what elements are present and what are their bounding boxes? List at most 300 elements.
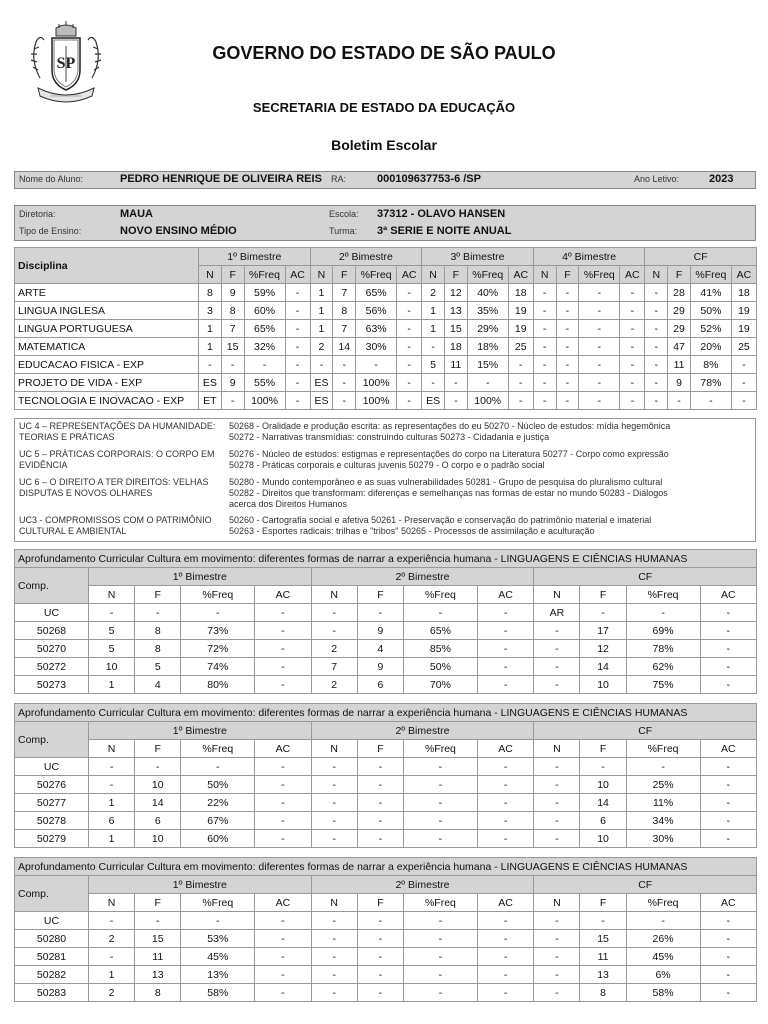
uc-description-line: 50280 - Mundo contemporâneo e as suas vulnerabilidades 50281 - Grupo de pesquisa do pluralismo cultural — [229, 477, 663, 487]
comp-code: 50278 — [15, 812, 89, 830]
grade-cell: - — [181, 758, 255, 776]
grade-cell: 1 — [89, 676, 135, 694]
subcol-header: AC — [397, 266, 422, 284]
aprofundamento-row — [15, 812, 757, 830]
grade-cell: - — [221, 392, 244, 410]
subcol-header: %Freq — [181, 740, 255, 758]
grade-cell: - — [620, 356, 645, 374]
grade-cell: ES — [422, 392, 445, 410]
subcol-header: AC — [477, 586, 533, 604]
grade-cell: - — [357, 794, 403, 812]
grade-cell: - — [556, 392, 579, 410]
grade-cell: - — [357, 604, 403, 622]
grade-cell: 6 — [89, 812, 135, 830]
grade-cell: - — [580, 912, 626, 930]
grade-row — [15, 302, 757, 320]
subcol-header: %Freq — [690, 266, 731, 284]
grade-row — [15, 356, 757, 374]
grade-cell: - — [556, 338, 579, 356]
grade-cell: 10 — [580, 676, 626, 694]
grade-cell: - — [620, 392, 645, 410]
comp-code: 50272 — [15, 658, 89, 676]
government-title: GOVERNO DO ESTADO DE SÃO PAULO — [212, 43, 556, 63]
grade-cell: - — [533, 320, 556, 338]
grade-cell: 7 — [221, 320, 244, 338]
grade-cell: - — [700, 604, 757, 622]
grade-cell: - — [422, 338, 445, 356]
grade-cell: 67% — [181, 812, 255, 830]
grade-cell: 1 — [89, 794, 135, 812]
grade-cell: - — [255, 930, 311, 948]
subcol-header: F — [580, 586, 626, 604]
grade-cell: - — [533, 374, 556, 392]
grade-cell: 5 — [422, 356, 445, 374]
grade-cell: 47 — [668, 338, 691, 356]
grade-cell: - — [477, 604, 533, 622]
grade-cell: ES — [199, 374, 222, 392]
grade-cell: 32% — [244, 338, 285, 356]
grade-cell: - — [579, 374, 620, 392]
grade-cell: 1 — [310, 284, 333, 302]
grade-cell: - — [477, 640, 533, 658]
grade-cell: 50% — [181, 776, 255, 794]
uc-description-line: 50276 - Núcleo de estudos: estigmas e representações do corpo na Literatura 50277 - Corpo como expressão — [229, 449, 669, 459]
grade-cell: 19 — [731, 302, 756, 320]
sao-paulo-coat-of-arms — [26, 20, 106, 110]
grade-cell: - — [255, 676, 311, 694]
grade-cell: - — [244, 356, 285, 374]
grade-cell: 13 — [135, 966, 181, 984]
comp-code: 50280 — [15, 930, 89, 948]
subcol-header: AC — [508, 266, 533, 284]
student-info-bar — [14, 171, 756, 189]
grade-cell: - — [477, 912, 533, 930]
grade-cell: 15 — [444, 320, 467, 338]
grade-cell: 13 — [580, 966, 626, 984]
grade-cell: 100% — [356, 392, 397, 410]
grade-cell: 53% — [181, 930, 255, 948]
grade-cell: - — [255, 912, 311, 930]
aprofundamento-row — [15, 912, 757, 930]
grade-cell: - — [620, 374, 645, 392]
uc-name: UC 5 – PRÁTICAS CORPORAIS: O CORPO EM EVIDÊNCIA — [19, 449, 215, 470]
grade-cell: - — [89, 758, 135, 776]
grade-cell: - — [579, 284, 620, 302]
period-header: 4º Bimestre — [533, 248, 645, 266]
period-header: 1º Bimestre — [89, 568, 312, 586]
discipline-name: ARTE — [15, 284, 199, 302]
grade-cell: - — [135, 912, 181, 930]
grade-cell: - — [357, 930, 403, 948]
grade-cell: - — [626, 912, 700, 930]
aprofundamento-title: Aprofundamento Curricular Cultura em movimento: diferentes formas de narrar a experiência humana - LINGUAGENS E CIÊNCIAS HUMANAS — [15, 550, 757, 568]
subcol-header: AC — [255, 586, 311, 604]
comp-code: 50268 — [15, 622, 89, 640]
education-type-value: NOVO ENSINO MÉDIO — [120, 225, 237, 237]
grade-cell: - — [255, 966, 311, 984]
grade-cell: - — [477, 794, 533, 812]
grade-cell: - — [477, 776, 533, 794]
grade-row — [15, 338, 757, 356]
grade-cell: 45% — [181, 948, 255, 966]
comp-code: 50270 — [15, 640, 89, 658]
grade-cell: - — [645, 320, 668, 338]
document-title: Boletim Escolar — [331, 137, 437, 153]
subcol-header: F — [444, 266, 467, 284]
grade-cell: 18 — [508, 284, 533, 302]
grade-cell: - — [89, 776, 135, 794]
grade-cell: - — [135, 758, 181, 776]
grade-cell: - — [700, 640, 757, 658]
grade-cell: - — [700, 776, 757, 794]
grade-cell: - — [556, 374, 579, 392]
discipline-header: Disciplina — [15, 248, 199, 284]
aprofundamento-table-2 — [14, 703, 757, 848]
grade-cell: - — [422, 374, 445, 392]
student-name: PEDRO HENRIQUE DE OLIVEIRA REIS — [120, 173, 322, 185]
grade-cell: 1 — [89, 966, 135, 984]
grade-cell: - — [508, 356, 533, 374]
grade-cell: - — [357, 912, 403, 930]
grade-cell: - — [89, 912, 135, 930]
grade-cell: 4 — [357, 640, 403, 658]
grade-cell: 8 — [199, 284, 222, 302]
uc-description — [229, 449, 749, 471]
grade-cell: - — [357, 812, 403, 830]
comp-header: Comp. — [15, 722, 89, 758]
grade-cell: - — [645, 392, 668, 410]
grade-cell: - — [556, 320, 579, 338]
uc-description-line: 50260 - Cartografia social e afetiva 50261 - Preservação e conservação do patrimônio material e imaterial — [229, 515, 652, 525]
subcol-header: %Freq — [626, 894, 700, 912]
grade-cell: - — [397, 302, 422, 320]
ra-label: RA: — [331, 174, 347, 184]
grade-cell: 14 — [135, 794, 181, 812]
subcol-header: N — [422, 266, 445, 284]
aprofundamento-row — [15, 966, 757, 984]
grade-cell: - — [534, 758, 580, 776]
period-header: CF — [534, 722, 757, 740]
grade-cell: - — [285, 284, 310, 302]
grade-cell: 11 — [580, 948, 626, 966]
grade-cell: - — [620, 338, 645, 356]
subcol-header: %Freq — [626, 586, 700, 604]
grade-cell: - — [700, 658, 757, 676]
grade-cell: - — [285, 338, 310, 356]
grade-cell: 15% — [467, 356, 508, 374]
aprofundamento-title: Aprofundamento Curricular Cultura em movimento: diferentes formas de narrar a experiência humana - LINGUAGENS E CIÊNCIAS HUMANAS — [15, 858, 757, 876]
grade-cell: - — [255, 604, 311, 622]
subcol-header: %Freq — [181, 586, 255, 604]
grade-cell: 30% — [356, 338, 397, 356]
subcol-header: N — [89, 586, 135, 604]
grade-cell: 56% — [356, 302, 397, 320]
grade-cell: - — [477, 658, 533, 676]
grade-cell: - — [311, 912, 357, 930]
school-info-box — [14, 205, 756, 241]
subcol-header: AC — [477, 740, 533, 758]
grade-cell: 29 — [668, 302, 691, 320]
grade-cell: 6 — [357, 676, 403, 694]
grade-cell: 85% — [403, 640, 477, 658]
discipline-name: TECNOLOGIA E INOVACAO - EXP — [15, 392, 199, 410]
grade-cell: - — [477, 676, 533, 694]
grade-cell: - — [397, 338, 422, 356]
grade-cell: - — [255, 640, 311, 658]
grade-row — [15, 392, 757, 410]
subcol-header: AC — [285, 266, 310, 284]
grade-cell: - — [357, 758, 403, 776]
period-header: 1º Bimestre — [199, 248, 311, 266]
subcol-header: N — [89, 740, 135, 758]
grade-cell: - — [620, 320, 645, 338]
comp-code: 50281 — [15, 948, 89, 966]
grade-cell: 100% — [356, 374, 397, 392]
aprofundamento-row — [15, 984, 757, 1002]
grade-cell: - — [135, 604, 181, 622]
subcol-header: N — [534, 894, 580, 912]
grade-cell: 30% — [626, 830, 700, 848]
grade-cell: 2 — [311, 640, 357, 658]
grade-cell: - — [626, 758, 700, 776]
grade-cell: - — [444, 374, 467, 392]
comp-code: 50277 — [15, 794, 89, 812]
grade-cell: - — [534, 812, 580, 830]
subcol-header: N — [311, 894, 357, 912]
subcol-header: %Freq — [403, 894, 477, 912]
grade-cell: 20% — [690, 338, 731, 356]
grade-cell: - — [311, 830, 357, 848]
grade-cell: 1 — [422, 302, 445, 320]
grade-cell: - — [397, 374, 422, 392]
grade-cell: - — [700, 758, 757, 776]
subcol-header: N — [199, 266, 222, 284]
comp-code: 50273 — [15, 676, 89, 694]
grade-cell: 11 — [135, 948, 181, 966]
grade-cell: 13% — [181, 966, 255, 984]
grade-cell: 72% — [181, 640, 255, 658]
grade-cell: - — [731, 356, 756, 374]
grade-cell: - — [311, 812, 357, 830]
grade-cell: - — [620, 302, 645, 320]
grade-cell: 100% — [467, 392, 508, 410]
grade-cell: 9 — [668, 374, 691, 392]
grade-cell: 8 — [221, 302, 244, 320]
grade-cell: 11 — [668, 356, 691, 374]
grade-cell: - — [579, 320, 620, 338]
grade-cell: 10 — [580, 776, 626, 794]
discipline-name: LINGUA INGLESA — [15, 302, 199, 320]
grade-cell: - — [403, 830, 477, 848]
grade-cell: - — [668, 392, 691, 410]
grade-row — [15, 284, 757, 302]
grade-cell: 5 — [89, 622, 135, 640]
grade-cell: - — [477, 758, 533, 776]
grade-cell: - — [403, 776, 477, 794]
grade-cell: - — [477, 984, 533, 1002]
comp-code: 50283 — [15, 984, 89, 1002]
grade-cell: - — [579, 392, 620, 410]
uc-name: UC3 - COMPROMISSOS COM O PATRIMÔNIO CULTURAL E AMBIENTAL — [19, 515, 212, 536]
grade-cell: - — [533, 284, 556, 302]
grade-cell: - — [397, 356, 422, 374]
subcol-header: F — [668, 266, 691, 284]
subcol-header: F — [135, 894, 181, 912]
subcol-header: F — [357, 586, 403, 604]
subcol-header: AC — [477, 894, 533, 912]
comp-header: Comp. — [15, 876, 89, 912]
grade-cell: - — [477, 830, 533, 848]
subcol-header: %Freq — [626, 740, 700, 758]
grade-cell: 11% — [626, 794, 700, 812]
subcol-header: %Freq — [181, 894, 255, 912]
subcol-header: N — [534, 740, 580, 758]
grade-cell: 1 — [310, 320, 333, 338]
grade-cell: 34% — [626, 812, 700, 830]
grade-cell: 2 — [89, 930, 135, 948]
subcol-header: F — [357, 894, 403, 912]
grade-cell: 18 — [731, 284, 756, 302]
grade-cell: - — [311, 794, 357, 812]
grade-cell: 1 — [89, 830, 135, 848]
grade-row — [15, 320, 757, 338]
grade-cell: - — [556, 302, 579, 320]
grade-cell: - — [579, 338, 620, 356]
grade-cell: 65% — [244, 320, 285, 338]
aprofundamento-row — [15, 640, 757, 658]
grade-cell: - — [534, 830, 580, 848]
comp-code: 50276 — [15, 776, 89, 794]
grade-cell: - — [700, 948, 757, 966]
grade-cell: - — [311, 948, 357, 966]
grade-cell: - — [534, 912, 580, 930]
grade-cell: 58% — [626, 984, 700, 1002]
grade-cell: 19 — [508, 320, 533, 338]
grade-cell: - — [556, 284, 579, 302]
uc-description-line: acerca dos Direitos Humanos — [229, 499, 348, 509]
grade-cell: 78% — [626, 640, 700, 658]
grade-cell: 15 — [580, 930, 626, 948]
grade-cell: 22% — [181, 794, 255, 812]
aprofundamento-row — [15, 622, 757, 640]
grade-cell: 100% — [244, 392, 285, 410]
grade-cell: 8 — [135, 984, 181, 1002]
grade-cell: - — [357, 948, 403, 966]
grade-cell: - — [181, 912, 255, 930]
subcol-header: F — [221, 266, 244, 284]
grade-cell: 12 — [444, 284, 467, 302]
grade-cell: 17 — [580, 622, 626, 640]
grade-cell: - — [311, 758, 357, 776]
grade-cell: - — [700, 912, 757, 930]
grade-cell: - — [645, 356, 668, 374]
grade-cell: 1 — [199, 338, 222, 356]
subcol-header: N — [310, 266, 333, 284]
student-name-label: Nome do Aluno: — [19, 174, 84, 184]
grade-cell: 25 — [731, 338, 756, 356]
grade-cell: - — [357, 984, 403, 1002]
grade-cell: 6% — [626, 966, 700, 984]
grade-cell: - — [255, 830, 311, 848]
grade-cell: - — [700, 930, 757, 948]
uc-description — [229, 515, 749, 537]
period-header: CF — [534, 568, 757, 586]
comp-code: UC — [15, 912, 89, 930]
subcol-header: F — [135, 740, 181, 758]
grade-cell: - — [534, 776, 580, 794]
grade-cell: 28 — [668, 284, 691, 302]
grade-cell: - — [477, 948, 533, 966]
grade-cell: ES — [310, 392, 333, 410]
uc-description-line: 50282 - Direitos que transformam: diferenças e semelhanças nas formas de estar no mundo 50283 - Diálogos — [229, 488, 668, 498]
aprofundamento-row — [15, 758, 757, 776]
grade-cell: 80% — [181, 676, 255, 694]
grade-cell: 25 — [508, 338, 533, 356]
period-header: 2º Bimestre — [310, 248, 422, 266]
grades-table — [14, 247, 757, 410]
grade-cell: - — [467, 374, 508, 392]
grade-cell: 52% — [690, 320, 731, 338]
grade-cell: - — [580, 604, 626, 622]
grade-cell: - — [444, 392, 467, 410]
grade-cell: 8 — [135, 640, 181, 658]
grade-cell: 14 — [580, 658, 626, 676]
grade-cell: 8 — [580, 984, 626, 1002]
subcol-header: N — [311, 740, 357, 758]
uc-description-line: 50263 - Esportes radicais: trilhas e "tribos" 50265 - Processos de assimilação e aculturação — [229, 526, 595, 536]
grade-cell: - — [731, 374, 756, 392]
grade-cell: - — [620, 284, 645, 302]
grade-cell: 8 — [333, 302, 356, 320]
grade-cell: - — [310, 356, 333, 374]
secretariat-title: SECRETARIA DE ESTADO DA EDUCAÇÃO — [252, 100, 516, 115]
grade-cell: - — [255, 794, 311, 812]
grade-cell: 45% — [626, 948, 700, 966]
grade-cell: - — [333, 356, 356, 374]
grade-cell: 7 — [333, 284, 356, 302]
grade-cell: - — [700, 812, 757, 830]
grade-cell: - — [700, 984, 757, 1002]
grade-cell: 6 — [135, 812, 181, 830]
grade-cell: - — [199, 356, 222, 374]
grade-cell: 73% — [181, 622, 255, 640]
grade-cell: ES — [310, 374, 333, 392]
education-type-label: Tipo de Ensino: — [19, 226, 82, 236]
grade-cell: - — [403, 794, 477, 812]
grade-cell: 2 — [422, 284, 445, 302]
grade-cell: - — [311, 604, 357, 622]
aprofundamento-row — [15, 604, 757, 622]
subcol-header: N — [534, 586, 580, 604]
grade-cell: - — [579, 356, 620, 374]
grade-cell: 50% — [403, 658, 477, 676]
subcol-header: AC — [700, 894, 757, 912]
grade-cell: 58% — [181, 984, 255, 1002]
aprofundamento-row — [15, 676, 757, 694]
uc-description — [229, 421, 749, 443]
aprofundamento-row — [15, 930, 757, 948]
grade-cell: 69% — [626, 622, 700, 640]
subcol-header: AC — [620, 266, 645, 284]
grade-cell: 7 — [311, 658, 357, 676]
grade-cell: - — [731, 392, 756, 410]
grade-cell: - — [534, 930, 580, 948]
discipline-name: LINGUA PORTUGUESA — [15, 320, 199, 338]
grade-cell: - — [477, 930, 533, 948]
grade-cell: 3 — [199, 302, 222, 320]
grade-cell: 2 — [311, 676, 357, 694]
grade-cell: - — [311, 930, 357, 948]
